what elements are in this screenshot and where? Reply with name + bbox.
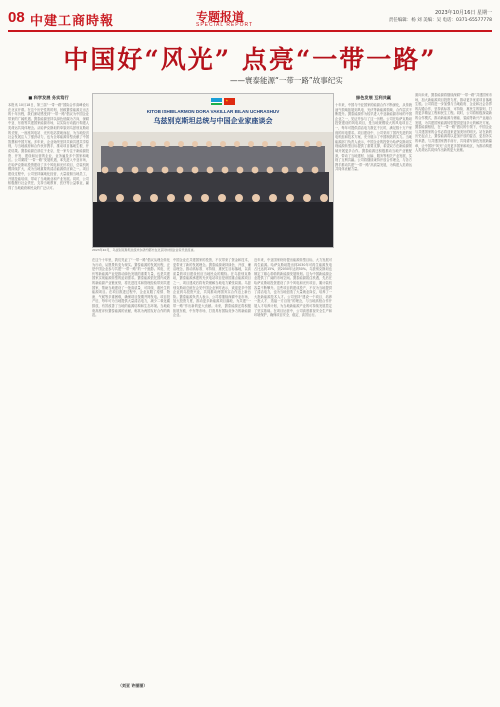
column-text: 近年来，中亚国家纷纷提出能源转型目标，大力发展可再生能源。哈萨克斯坦提出到2030年可再生能源发电占比达到15%，到2050年达到50%。乌兹别克斯坦也制定了雄心勃勃的新能源发展规划。这为中国新能源企业提供了广阔的市场空间。寰泰能源抓住机遇，先后在哈萨克斯坦投资建设了多个风电和光伏项目，累计装机容量不断攀升。这些项目的建成投产，不仅为当地提供了清洁电力，也为当地创造了大量就业岗位，培养了一大批新能源技术人才。公司坚持“建设一个项目、培养一批人才、造福一方百姓”的理念，与当地高校合作开展人才培养计划，为当地新能源产业的可持续发展奠定了坚实基础。在项目运营中，公司高度重视安全生产和环境保护，确保项目安全、稳定、高效运行。 xyxy=(254,258,332,318)
page-header xyxy=(8,8,492,32)
article-column-3 xyxy=(173,258,251,697)
banner-line-1: KITOB ISHBILARMON DORA VAKILLAR BILAN UCHRASHUV xyxy=(146,109,280,114)
article-column-4 xyxy=(254,258,332,697)
page-number: 08 xyxy=(8,9,25,26)
svg-text:★: ★ xyxy=(225,98,229,103)
section-title-en: SPECIAL REPORT xyxy=(196,22,254,28)
photo-caption: 2023年10月，乌兹别克斯坦总统米尔济约耶夫在北京同中国企业家代表座谈。 xyxy=(92,248,197,252)
column-text: 中国企业在共建国家的投资，不仅带来了资金和技术，更带来了新的发展理念。寰泰能源秉持绿色、开放、廉洁理念，推动高标准、可持续、惠民生目标落地，以高质量的项目建设回应当地民众的期待。在乌兹别克斯坦，寰泰能源承建的光伏电站项目是该国重点能源项目之一，项目建成后将有效缓解当地电力紧张局面。乌兹别克斯坦总统在会见中国企业家时表示，欢迎更多中国企业到乌投资兴业，共同推动两国务实合作迈上新台阶。寰泰能源负责人表示，公司将继续深耕中亚市场，加大投资力度，推动更多新能源项目落地，为共建“一带一路”作出新的更大贡献。未来，寰泰能源还将积极拓展东欧、中东等市场，打造具有国际竞争力的新能源企业。 xyxy=(173,258,251,318)
article-column-6 xyxy=(415,93,492,697)
article-column-2 xyxy=(92,258,170,658)
editor-info: 责任编辑：杨 刘 美编：吴 电话：0371-65577778 xyxy=(388,18,492,23)
newspaper-name: 中建工商時報 xyxy=(30,14,115,29)
article-column-1 xyxy=(8,93,89,697)
article-subtitle: ——寰泰能源“一带一路”故事纪实 xyxy=(230,76,343,85)
article-title: 中国好“风光” 点亮“一带一路” xyxy=(63,45,437,74)
section-title: 专题报道 xyxy=(196,10,245,24)
issue-date: 2023年10月16日 星期一 xyxy=(434,10,492,16)
article-author: （刘亚 许丽丽） xyxy=(118,683,148,688)
column-text: 十年来，中国与中亚国家的能源合作不断深化，从传统油气领域拓展到风电、光伏等新能源领域，合作层次不断提升。寰泰能源作为较早进入中亚新能源市场的中国企业之一，见证并参与了这一历程。公司在哈萨克斯坦投资建设的风电项目，是当地规模较大的风电项目之一，每年可提供清洁电力数亿千瓦时，满足数十万户家庭的用电需求。项目建设中，公司采用了国内先进的风电机组和技术方案，充分展示了中国制造的实力。当地能源部门负责人表示，中国企业的投资为哈萨克斯坦实现能源转型目标提供了重要支撑，希望双方在新能源领域开展更多合作。寰泰能源还积极推动当地产业链配套，带动了当地建材、运输、服务等相关产业发展，实现了互利共赢。公司将继续秉持开放合作理念，与各方携手推动共建“一带一路”高质量发展，为构建人类命运共同体贡献力量。 xyxy=(335,103,412,172)
column-heading: ■ 科学发展 务实笃行 xyxy=(28,95,69,100)
column-text: 在这个十年里，我们见证了“一带一路”倡议从理念转化为行动，从愿景转变为现实。寰泰能源的发展历程，正是中国企业参与共建“一带一路”的一个缩影。风电、光伏等新能源产业是推动绿色发展的重要力量，也是共建国家实现能源转型的迫切需求。寰泰能源依托国内成熟的新能源产业链优势，将先进技术和管理经验带到共建国家，帮助当地建设了一批高质量、可持续、惠民生的能源项目。在项目推进过程中，企业克服了疫情、物流、气候等多重困难，确保项目按期并网发电。项目投产后，每年可为当地提供大量清洁电力，减少二氧化碳排放，有效改善了当地的能源结构和生态环境。当地政府高度评价寰泰能源的贡献，称其为两国友好合作的典范。 xyxy=(92,258,170,318)
news-photo xyxy=(92,93,334,248)
column-heading: 绿色发展 互利共赢 xyxy=(356,95,391,100)
article-column-5 xyxy=(335,93,412,697)
photo-image xyxy=(93,94,333,247)
column-text: 面向未来，寰泰能源将继续深耕“一带一路”共建国家市场，加大新能源项目投资力度，推动更多优质项目落地生根。公司将进一步加强与当地政府、企业和社会各界的沟通合作，坚持高标准、可持续、惠民生的原则，打造更多精品工程和民生工程。同时，公司将积极探索新的合作模式，推动新能源与储能、氢能等新兴产业融合发展，为共建国家能源转型提供更加多元的解决方案。寰泰能源相信，在“一带一路”倡议的引领下，中国企业与共建国家的合作必将迎来更加美好的明天。站在新的历史起点上，寰泰能源将以更加开放的姿态、更加务实的举措，与共建国家携手前行，共同谱写绿色发展新篇章，让中国好“风光”点亮更多国家和地区，为推动构建人类命运共同体作出新的更大贡献。 xyxy=(415,93,492,153)
banner-line-2: 乌兹别克斯坦总统与中国企业家座谈会 xyxy=(153,117,273,125)
column-text: 本报讯 10月18日，第三届“一带一路”国际合作高峰论坛在北京开幕。在这个历史性的时刻，回顾寰泰能源走出去的十年历程，我们深切感受到“一带一路”倡议为中国企业带来的广阔机遇。寰泰能源坚持以绿色低碳为方向，深耕中亚、东欧等共建国家能源市场，以实际行动践行构建人类命运共同体理念。从哈萨克斯坦的草原到乌兹别克斯坦的戈壁，一座座风电站、光伏电站拔地而起，为当地经济社会发展注入了强劲动力，也为全球能源转型贡献了中国智慧和中国方案。多年来，企业始终坚持共商共建共享原则，与当地政府和合作伙伴携手，推动项目落地生根、开花结果。寰泰能源总部位于北京，是一家专注于新能源投资、开发、建设和运营的企业，业务遍及多个国家和地区。公司紧抓“一带一路”发展机遇，率先进入中亚市场，在哈萨克斯坦投资建设了多个风电和光伏项目，总装机规模持续扩大，成为当地重要的清洁能源供应商之一。项目建设过程中，公司坚持属地化经营，大量雇佣当地员工，开展技能培训，带动了当地就业和产业发展。同时，公司积极履行社会责任，支持当地教育、医疗等公益事业，赢得了当地政府和民众的广泛认可。 xyxy=(8,103,89,190)
